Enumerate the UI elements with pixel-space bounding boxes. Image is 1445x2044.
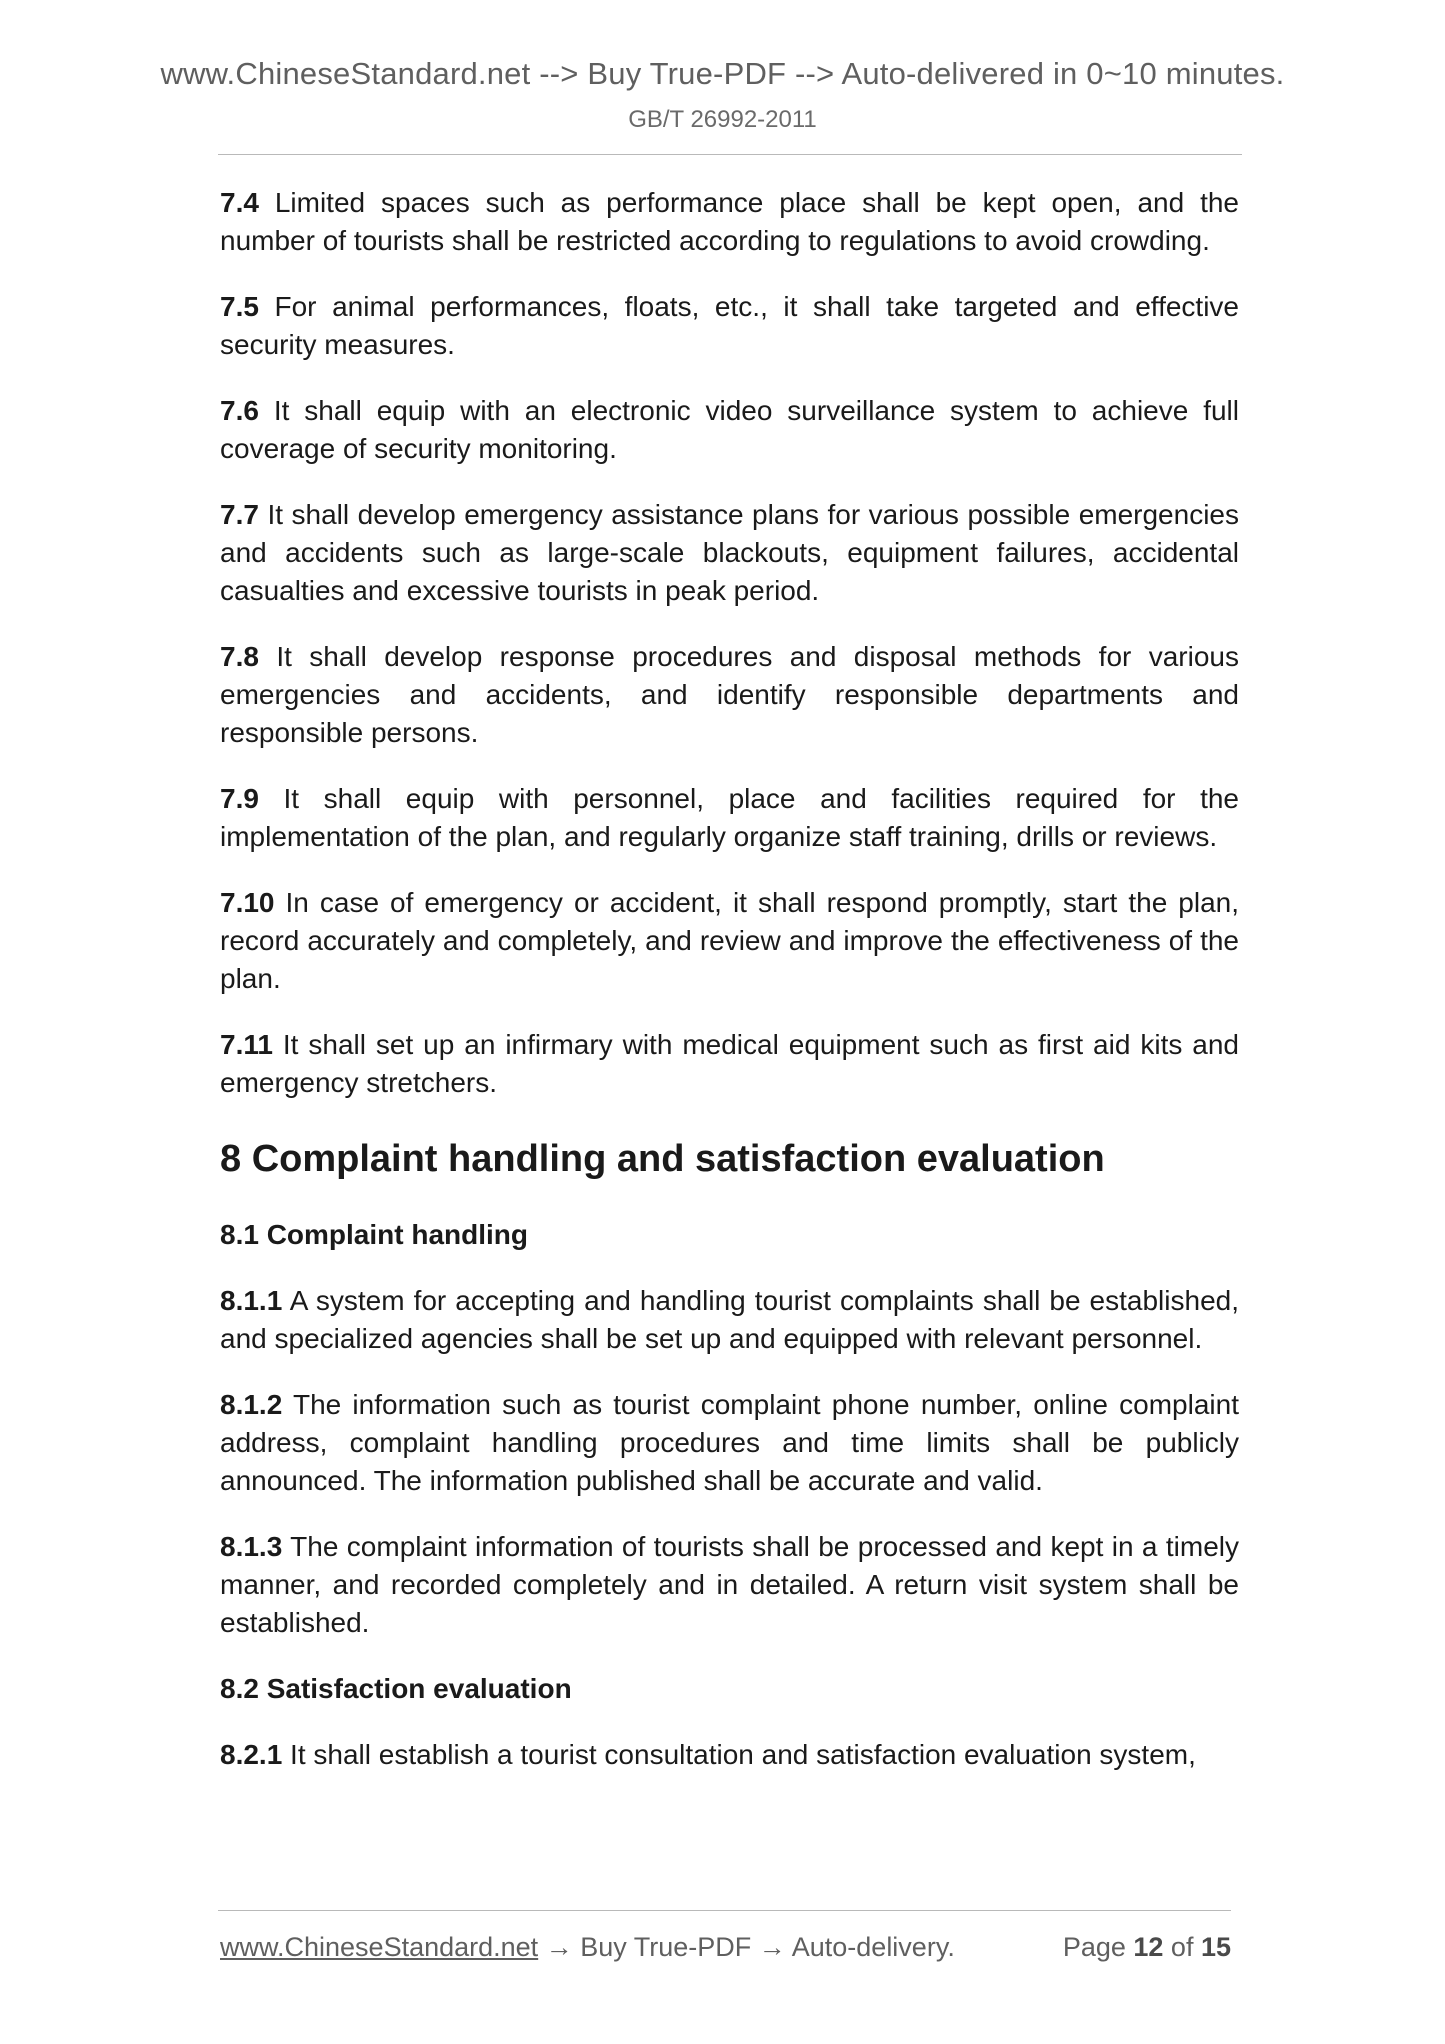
clause-number: 7.7	[220, 499, 259, 530]
clause-text: It shall set up an infirmary with medical equipment such as first aid kits and emergency stretchers.	[220, 1029, 1239, 1098]
clause-number: 7.11	[220, 1029, 273, 1060]
clause-number: 8.1.2	[220, 1389, 283, 1420]
clause-7-11	[220, 1026, 1239, 1102]
header-banner: www.ChineseStandard.net --> Buy True-PDF --> Auto-delivered in 0~10 minutes.	[160, 56, 1285, 91]
clause-8-1-2	[220, 1386, 1239, 1500]
footer-promo	[220, 1932, 955, 1963]
clause-number: 7.8	[220, 641, 259, 672]
footer-promo-text: → Buy True-PDF → Auto-delivery.	[538, 1932, 955, 1962]
page-indicator	[1063, 1932, 1231, 1963]
clause-number: 8.1.3	[220, 1531, 283, 1562]
clause-text: For animal performances, floats, etc., it shall take targeted and effective security measures.	[220, 291, 1239, 360]
clause-7-4	[220, 184, 1239, 260]
clause-number: 7.4	[220, 187, 259, 218]
clause-text: It shall develop emergency assistance plans for various possible emergencies and accidents such as large-scale blackouts, equipment failures, accidental casualties and excessive tourists in peak period.	[220, 499, 1239, 606]
section-8-heading: 8 Complaint handling and satisfaction evaluation	[220, 1138, 1105, 1180]
clause-7-7	[220, 496, 1239, 610]
footer-site-link[interactable]: www.ChineseStandard.net	[220, 1932, 539, 1962]
clause-number: 7.10	[220, 887, 275, 918]
clause-number: 8.2.1	[220, 1739, 283, 1770]
header-divider	[218, 154, 1242, 155]
subsection-8-1-heading: 8.1 Complaint handling	[220, 1219, 529, 1250]
clause-text: In case of emergency or accident, it shall respond promptly, start the plan, record accurately and completely, and review and improve the effectiveness of the plan.	[220, 887, 1239, 994]
clause-text: A system for accepting and handling tourist complaints shall be established, and specialized agencies shall be set up and equipped with relevant personnel.	[220, 1285, 1239, 1354]
clause-text: It shall establish a tourist consultation and satisfaction evaluation system,	[282, 1739, 1196, 1770]
clause-text: It shall equip with personnel, place and facilities required for the implementation of the plan, and regularly organize staff training, drills or reviews.	[220, 783, 1239, 852]
page-number: 12	[1133, 1932, 1164, 1962]
clause-7-10	[220, 884, 1239, 998]
standard-id: GB/T 26992-2011	[628, 106, 817, 133]
subsection-8-2-heading: 8.2 Satisfaction evaluation	[220, 1673, 572, 1704]
clause-8-1-1	[220, 1282, 1239, 1358]
clause-number: 7.6	[220, 395, 259, 426]
clause-7-8	[220, 638, 1239, 752]
clause-number: 7.5	[220, 291, 259, 322]
clause-7-6	[220, 392, 1239, 468]
page-label: Page	[1062, 1932, 1134, 1962]
of-label: of	[1163, 1932, 1201, 1962]
clause-7-5	[220, 288, 1239, 364]
clause-8-2-1	[220, 1736, 1239, 1774]
total-pages: 15	[1200, 1932, 1231, 1962]
clause-text: The information such as tourist complaint phone number, online complaint address, complaint handling procedures and time limits shall be publicly announced. The information published shall be accurate and valid.	[220, 1389, 1239, 1496]
clause-text: The complaint information of tourists shall be processed and kept in a timely manner, and recorded completely and in detailed. A return visit system shall be established.	[220, 1531, 1239, 1638]
clause-text: Limited spaces such as performance place shall be kept open, and the number of tourists shall be restricted according to regulations to avoid crowding.	[220, 187, 1239, 256]
clause-number: 7.9	[220, 783, 259, 814]
clause-8-1-3	[220, 1528, 1239, 1642]
document-body	[220, 184, 1239, 1802]
clause-text: It shall develop response procedures and disposal methods for various emergencies and accidents, and identify responsible departments and responsible persons.	[220, 641, 1239, 748]
clause-7-9	[220, 780, 1239, 856]
footer-divider	[218, 1910, 1231, 1911]
clause-number: 8.1.1	[220, 1285, 283, 1316]
clause-text: It shall equip with an electronic video surveillance system to achieve full coverage of security monitoring.	[220, 395, 1239, 464]
